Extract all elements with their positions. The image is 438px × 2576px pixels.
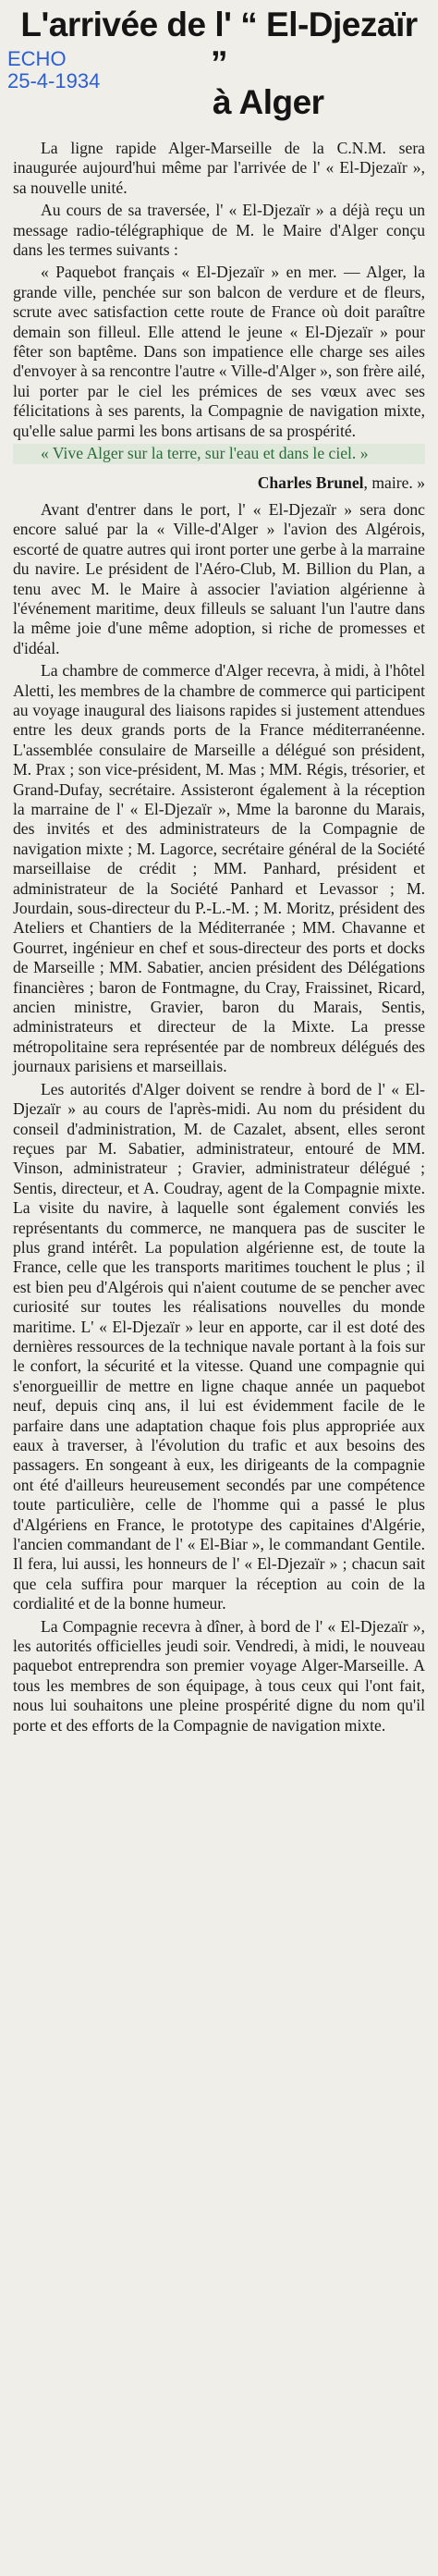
- article-body: [13, 139, 425, 1736]
- signature: [13, 473, 425, 493]
- paragraph-1: La ligne rapide Alger-Marseille de la C.N.M. sera inaugurée aujourd'hui même par l'arrivée de l' « El-Djezaïr », sa nouvelle unité.: [13, 139, 425, 197]
- date-stamp: [7, 48, 100, 92]
- stamp-date: 25-4-1934: [7, 69, 101, 92]
- headline-line-1: L'arrivée de l' “ El-Djezaïr ”: [20, 6, 418, 82]
- paragraph-4-highlighted: « Vive Alger sur la terre, sur l'eau et dans le ciel. »: [13, 444, 425, 463]
- signature-title: , maire. »: [363, 472, 425, 492]
- paragraph-2: Au cours de sa traversée, l' « El-Djezaïr » a déjà reçu un message radio-télégraphique de M. le Maire d'Alger conçu dans les termes suivants :: [13, 201, 425, 260]
- paragraph-7: Les autorités d'Alger doivent se rendre à bord de l' « El-Djezaïr » au cours de l'après-midi. Au nom du président du conseil d'administration, M. de Cazalet, absent, elles seront reçues par M. Sabatier, administrateur, entouré de MM. Vinson, administrateur ; Gravier, administrateur délégué ; Sentis, directeur, et A. Coudray, agent de la Compagnie mixte. La visite du navire, à laquelle sont également conviés les représentants du commerce, ne manquera pas de susciter le plus grand intérêt. La population algérienne est, de toute la France, celle que les transports maritimes touchent le plus ; il est bien peu d'Algérois qui n'aient coutume de se pencher avec curiosité sur toutes les réalisations nouvelles du monde maritime. L' « El-Djezaïr » leur en apporte, car il est doté des dernières ressources de la technique navale portant à la fois sur le confort, la sécurité et la vitesse. Quand une compagnie qui s'enorgueillir de mettre en ligne chaque année un paquebot neuf, depuis cinq ans, il lui est évidemment facile de le parfaire dans une adaptation chaque fois plus appropriée aux eaux à traverser, à l'évolution du trafic et aux besoins des passagers. En songeant à eux, les dirigeants de la compagnie ont été d'ailleurs heureusement secondés par une compétence toute particulière, celle de l'homme qui a passé le plus d'Algériens en France, le prototype des capitaines d'Algérie, l'ancien commandant de l' « El-Biar », le commandant Gentile. Il fera, lui aussi, les honneurs de l' « El-Djezaïr » ; chacun sait que cela suffira pour marquer la réception au coin de la cordialité et de la bonne humeur.: [13, 1079, 425, 1613]
- paragraph-8: La Compagnie recevra à dîner, à bord de l' « El-Djezaïr », les autorités officielles jeudi soir. Vendredi, à midi, le nouveau paquebot entreprendra son premier voyage Alger-Marseille. A tous les membres de son équipage, à tous ceux qui l'ont fait, nous lui souhaitons une pleine prospérité digne du nom qu'il porte et des efforts de la Compagnie de navigation mixte.: [13, 1616, 425, 1735]
- paragraph-6: La chambre de commerce d'Alger recevra, à midi, à l'hôtel Aletti, les membres de la chambre de commerce qui participent au voyage inaugural des liaisons rapides si justement attendues entre les deux grands ports de la France méditerranéenne. L'assemblée consulaire de Marseille a délégué son président, M. Prax ; son vice-président, M. Mas ; MM. Régis, trésorier, et Grand-Dufay, secrétaire. Assisteront également à la réception la marraine de l' « El-Djezaïr », Mme la baronne du Marais, des invités et des administrateurs de la Compagnie de navigation mixte ; M. Lagorce, secrétaire général de la Société marseillaise de crédit ; MM. Panhard, président et administrateur de la Société Panhard et Levassor ; M. Jourdain, sous-directeur du P.-L.-M. ; M. Moritz, président des Ateliers et Chantiers de la Méditerranée ; MM. Chavanne et Gourret, ingénieur en chef et sous-directeur des ports et docks de Marseille ; MM. Sabatier, ancien président des Délégations financières ; baron de Fontmagne, du Cray, Fraissinet, Ricard, ancien ministre, Gravier, baron du Marais, Sentis, administrateurs et directeur de la Mixte. La presse métropolitaine sera représentée par de nombreux délégués des journaux parisiens et marseillais.: [13, 661, 425, 1076]
- stamp-source: ECHO: [7, 47, 67, 70]
- paragraph-3: « Paquebot français « El-Djezaïr » en mer. — Alger, la grande ville, penchée sur son balcon de verdure et de fleurs, scrute avec satisfaction cette route de France où doit paraître demain son filleul. Elle attend le jeune « El-Djezaïr » pour fêter son baptême. Dans son impatience elle charge ses ailes d'envoyer à sa rencontre l'autre « Ville-d'Alger », son frère ailé, lui porter par le ciel les prémices de ses vœux avec ses félicitations à ses parents, la Compagnie de navigation mixte, qu'elle salue parmi les bons artisans de sa prospérité.: [13, 263, 425, 440]
- paragraph-5: Avant d'entrer dans le port, l' « El-Djezaïr » sera donc encore salué par la « Ville-d'Alger » l'avion des Algérois, escorté de quatre autres qui iront porter une gerbe à la marraine du navire. Le président de l'Aéro-Club, M. Billion du Plan, a tenu avec M. le Maire à associer l'aviation algérienne à l'événement maritime, deux filleuls se saluant l'un l'autre dans la même joie d'une même adoption, si riche de promesses et d'idéal.: [13, 499, 425, 657]
- signature-name: Charles Brunel: [257, 472, 364, 492]
- headline-line-2: à Alger: [213, 83, 324, 121]
